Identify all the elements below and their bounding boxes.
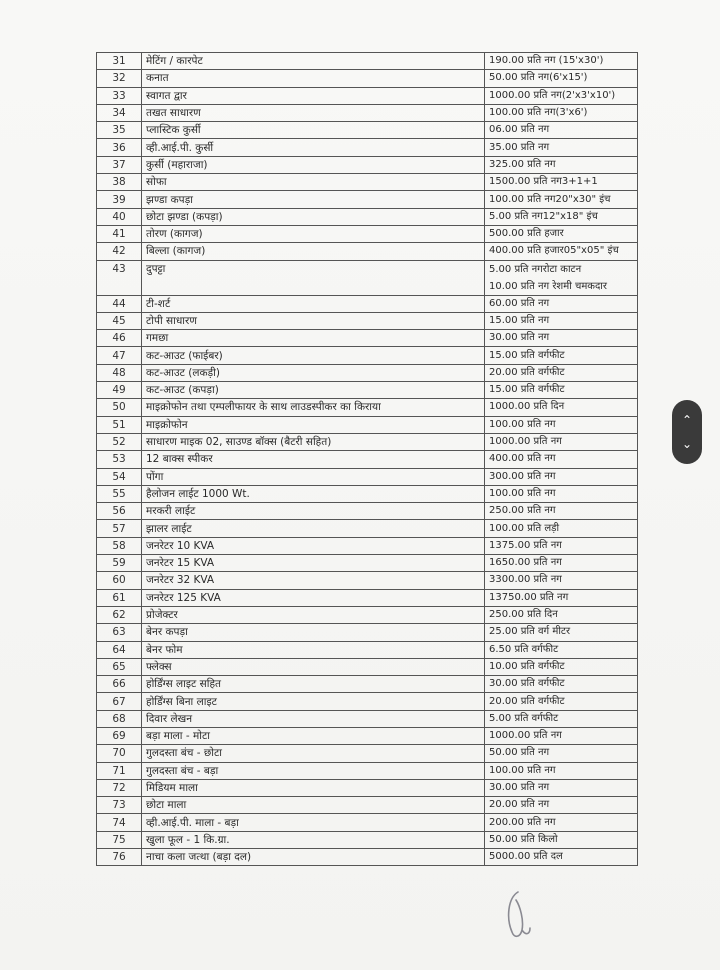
rate-cell: 5.00 प्रति नग12"x18" इंच <box>485 208 638 225</box>
serial-number: 59 <box>97 555 142 572</box>
rate-cell: 100.00 प्रति नग <box>485 416 638 433</box>
item-description: कनात <box>142 70 485 87</box>
serial-number: 31 <box>97 53 142 70</box>
item-description: स्वागत द्वार <box>142 87 485 104</box>
item-description: प्रोजेक्टर <box>142 606 485 623</box>
rate-cell: 50.00 प्रति किलो <box>485 831 638 848</box>
serial-number: 60 <box>97 572 142 589</box>
serial-number: 70 <box>97 745 142 762</box>
rate-cell: 20.00 प्रति वर्गफीट <box>485 693 638 710</box>
item-description: खुला फूल - 1 कि.ग्रा. <box>142 831 485 848</box>
rate-cell: 10.00 प्रति वर्गफीट <box>485 658 638 675</box>
table-row <box>97 174 638 191</box>
rate-cell: 1650.00 प्रति नग <box>485 555 638 572</box>
item-description: प्लास्टिक कुर्सी <box>142 122 485 139</box>
rate-cell: 60.00 प्रति नग <box>485 295 638 312</box>
rate-line: 5.00 प्रति नगरोटा काटन <box>489 263 582 275</box>
rate-cell: 13750.00 प्रति नग <box>485 589 638 606</box>
rate-cell: 100.00 प्रति नग <box>485 762 638 779</box>
table-row <box>97 122 638 139</box>
item-description: झालर लाईट <box>142 520 485 537</box>
table-row <box>97 676 638 693</box>
item-description: जनरेटर 32 KVA <box>142 572 485 589</box>
item-description: गमछा <box>142 330 485 347</box>
serial-number: 61 <box>97 589 142 606</box>
rate-cell: 15.00 प्रति वर्गफीट <box>485 382 638 399</box>
serial-number: 76 <box>97 849 142 866</box>
serial-number: 74 <box>97 814 142 831</box>
table-row <box>97 831 638 848</box>
serial-number: 62 <box>97 606 142 623</box>
rate-cell: 3300.00 प्रति नग <box>485 572 638 589</box>
rate-cell: 325.00 प्रति नग <box>485 156 638 173</box>
serial-number: 37 <box>97 156 142 173</box>
item-description: दिवार लेखन <box>142 710 485 727</box>
rate-cell: 6.50 प्रति वर्गफीट <box>485 641 638 658</box>
item-description: पोंगा <box>142 468 485 485</box>
item-description: 12 बाक्स स्पीकर <box>142 451 485 468</box>
rate-cell: 1000.00 प्रति दिन <box>485 399 638 416</box>
rate-line: 10.00 प्रति नग रेशमी चमकदार <box>489 280 607 292</box>
table-row <box>97 606 638 623</box>
serial-number: 35 <box>97 122 142 139</box>
rate-cell: 100.00 प्रति नग(3'x6') <box>485 104 638 121</box>
item-description: सोफा <box>142 174 485 191</box>
serial-number: 53 <box>97 451 142 468</box>
rate-cell: 100.00 प्रति लड़ी <box>485 520 638 537</box>
serial-number: 42 <box>97 243 142 260</box>
item-description: कट-आउट (कपड़ा) <box>142 382 485 399</box>
rate-cell: 30.00 प्रति वर्गफीट <box>485 676 638 693</box>
serial-number: 52 <box>97 433 142 450</box>
serial-number: 49 <box>97 382 142 399</box>
item-description: टोपी साधारण <box>142 312 485 329</box>
serial-number: 48 <box>97 364 142 381</box>
item-description: जनरेटर 15 KVA <box>142 555 485 572</box>
serial-number: 71 <box>97 762 142 779</box>
serial-number: 55 <box>97 485 142 502</box>
rate-cell <box>485 260 638 295</box>
table-row <box>97 208 638 225</box>
item-description: छोटा झण्डा (कपड़ा) <box>142 208 485 225</box>
rate-cell: 20.00 प्रति नग <box>485 797 638 814</box>
table-row <box>97 330 638 347</box>
item-description: बिल्ला (कागज) <box>142 243 485 260</box>
table-row <box>97 399 638 416</box>
item-description: गुलदस्ता बंच - छोटा <box>142 745 485 762</box>
item-description: कुर्सी (महाराजा) <box>142 156 485 173</box>
table-row <box>97 347 638 364</box>
table-row <box>97 191 638 208</box>
serial-number: 36 <box>97 139 142 156</box>
rate-cell: 06.00 प्रति नग <box>485 122 638 139</box>
item-description: झण्डा कपड़ा <box>142 191 485 208</box>
item-description: होर्डिंग्स बिना लाइट <box>142 693 485 710</box>
item-description: नाचा कला जत्था (बड़ा दल) <box>142 849 485 866</box>
item-description: बड़ा माला - मोटा <box>142 727 485 744</box>
rate-cell: 5.00 प्रति वर्गफीट <box>485 710 638 727</box>
serial-number: 73 <box>97 797 142 814</box>
table-row <box>97 70 638 87</box>
serial-number: 39 <box>97 191 142 208</box>
rate-cell: 1000.00 प्रति नग(2'x3'x10') <box>485 87 638 104</box>
table-row <box>97 364 638 381</box>
rate-cell: 1375.00 प्रति नग <box>485 537 638 554</box>
table-row <box>97 555 638 572</box>
item-description: बेनर फोम <box>142 641 485 658</box>
rate-cell: 1000.00 प्रति नग <box>485 433 638 450</box>
table-row <box>97 104 638 121</box>
serial-number: 32 <box>97 70 142 87</box>
rate-cell: 15.00 प्रति नग <box>485 312 638 329</box>
rate-cell: 250.00 प्रति नग <box>485 503 638 520</box>
rate-cell: 100.00 प्रति नग20"x30" इंच <box>485 191 638 208</box>
table-row <box>97 312 638 329</box>
serial-number: 50 <box>97 399 142 416</box>
table-row <box>97 139 638 156</box>
table-row <box>97 779 638 796</box>
rate-cell: 190.00 प्रति नग (15'x30') <box>485 53 638 70</box>
item-description: बेनर कपड़ा <box>142 624 485 641</box>
serial-number: 47 <box>97 347 142 364</box>
item-description: मेटिंग / कारपेट <box>142 53 485 70</box>
serial-number: 67 <box>97 693 142 710</box>
table-row <box>97 572 638 589</box>
table-row <box>97 693 638 710</box>
table-row <box>97 814 638 831</box>
rate-cell: 400.00 प्रति नग <box>485 451 638 468</box>
serial-number: 40 <box>97 208 142 225</box>
item-description: जनरेटर 125 KVA <box>142 589 485 606</box>
item-description: हैलोजन लाईट 1000 Wt. <box>142 485 485 502</box>
table-row <box>97 382 638 399</box>
table-row <box>97 243 638 260</box>
rate-cell: 1000.00 प्रति नग <box>485 727 638 744</box>
table-row <box>97 589 638 606</box>
table-row <box>97 797 638 814</box>
table-row <box>97 416 638 433</box>
rate-cell: 5000.00 प्रति दल <box>485 849 638 866</box>
serial-number: 33 <box>97 87 142 104</box>
serial-number: 57 <box>97 520 142 537</box>
rate-table <box>96 52 638 866</box>
serial-number: 69 <box>97 727 142 744</box>
table-row <box>97 485 638 502</box>
item-description: साधारण माइक 02, साउण्ड बॉक्स (बैटरी सहित) <box>142 433 485 450</box>
serial-number: 63 <box>97 624 142 641</box>
serial-number: 64 <box>97 641 142 658</box>
rate-cell: 35.00 प्रति नग <box>485 139 638 156</box>
table-row <box>97 225 638 242</box>
rate-cell: 400.00 प्रति हजार05"x05" इंच <box>485 243 638 260</box>
rate-cell: 50.00 प्रति नग(6'x15') <box>485 70 638 87</box>
table-row <box>97 451 638 468</box>
table-row <box>97 468 638 485</box>
table-row <box>97 295 638 312</box>
serial-number: 34 <box>97 104 142 121</box>
item-description: तोरण (कागज) <box>142 225 485 242</box>
table-row <box>97 624 638 641</box>
rate-cell: 1500.00 प्रति नग3+1+1 <box>485 174 638 191</box>
rate-cell: 25.00 प्रति वर्ग मीटर <box>485 624 638 641</box>
item-description: गुलदस्ता बंच - बड़ा <box>142 762 485 779</box>
item-description: व्ही.आई.पी. कुर्सी <box>142 139 485 156</box>
table-row <box>97 745 638 762</box>
serial-number: 56 <box>97 503 142 520</box>
rate-cell: 30.00 प्रति नग <box>485 779 638 796</box>
item-description: दुपट्टा <box>142 260 485 295</box>
table-row <box>97 710 638 727</box>
signature-mark <box>500 888 536 940</box>
serial-number: 44 <box>97 295 142 312</box>
rate-cell: 200.00 प्रति नग <box>485 814 638 831</box>
item-description: मिडियम माला <box>142 779 485 796</box>
serial-number: 45 <box>97 312 142 329</box>
table-row <box>97 762 638 779</box>
rate-table-body <box>97 53 638 866</box>
item-description: जनरेटर 10 KVA <box>142 537 485 554</box>
serial-number: 58 <box>97 537 142 554</box>
rate-cell: 500.00 प्रति हजार <box>485 225 638 242</box>
rate-cell: 250.00 प्रति दिन <box>485 606 638 623</box>
table-row <box>97 537 638 554</box>
table-row <box>97 849 638 866</box>
table-row <box>97 433 638 450</box>
serial-number: 66 <box>97 676 142 693</box>
rate-cell: 50.00 प्रति नग <box>485 745 638 762</box>
serial-number: 54 <box>97 468 142 485</box>
rate-cell: 300.00 प्रति नग <box>485 468 638 485</box>
serial-number: 51 <box>97 416 142 433</box>
serial-number: 65 <box>97 658 142 675</box>
serial-number: 68 <box>97 710 142 727</box>
item-description: मरकरी लाईट <box>142 503 485 520</box>
page-scroll-control[interactable] <box>672 400 702 464</box>
table-row <box>97 260 638 295</box>
item-description: टी-शर्ट <box>142 295 485 312</box>
serial-number: 75 <box>97 831 142 848</box>
item-description: होर्डिंग्स लाइट सहित <box>142 676 485 693</box>
item-description: छोटा माला <box>142 797 485 814</box>
serial-number: 72 <box>97 779 142 796</box>
table-row <box>97 156 638 173</box>
table-row <box>97 727 638 744</box>
serial-number: 46 <box>97 330 142 347</box>
rate-cell: 15.00 प्रति वर्गफीट <box>485 347 638 364</box>
serial-number: 43 <box>97 260 142 295</box>
rate-cell: 30.00 प्रति नग <box>485 330 638 347</box>
item-description: तखत साधारण <box>142 104 485 121</box>
chevron-down-icon[interactable]: ⌄ <box>681 437 693 451</box>
serial-number: 41 <box>97 225 142 242</box>
chevron-up-icon[interactable]: ⌃ <box>681 413 693 427</box>
item-description: व्ही.आई.पी. माला - बड़ा <box>142 814 485 831</box>
item-description: फ्लेक्स <box>142 658 485 675</box>
table-row <box>97 520 638 537</box>
table-row <box>97 53 638 70</box>
serial-number: 38 <box>97 174 142 191</box>
table-row <box>97 641 638 658</box>
table-row <box>97 87 638 104</box>
item-description: कट-आउट (फाईबर) <box>142 347 485 364</box>
item-description: कट-आउट (लकड़ी) <box>142 364 485 381</box>
item-description: माइक्रोफोन <box>142 416 485 433</box>
item-description: माइक्रोफोन तथा एम्पलीफायर के साथ लाउडस्पीकर का किराया <box>142 399 485 416</box>
table-row <box>97 503 638 520</box>
rate-cell: 20.00 प्रति वर्गफीट <box>485 364 638 381</box>
table-row <box>97 658 638 675</box>
rate-cell: 100.00 प्रति नग <box>485 485 638 502</box>
